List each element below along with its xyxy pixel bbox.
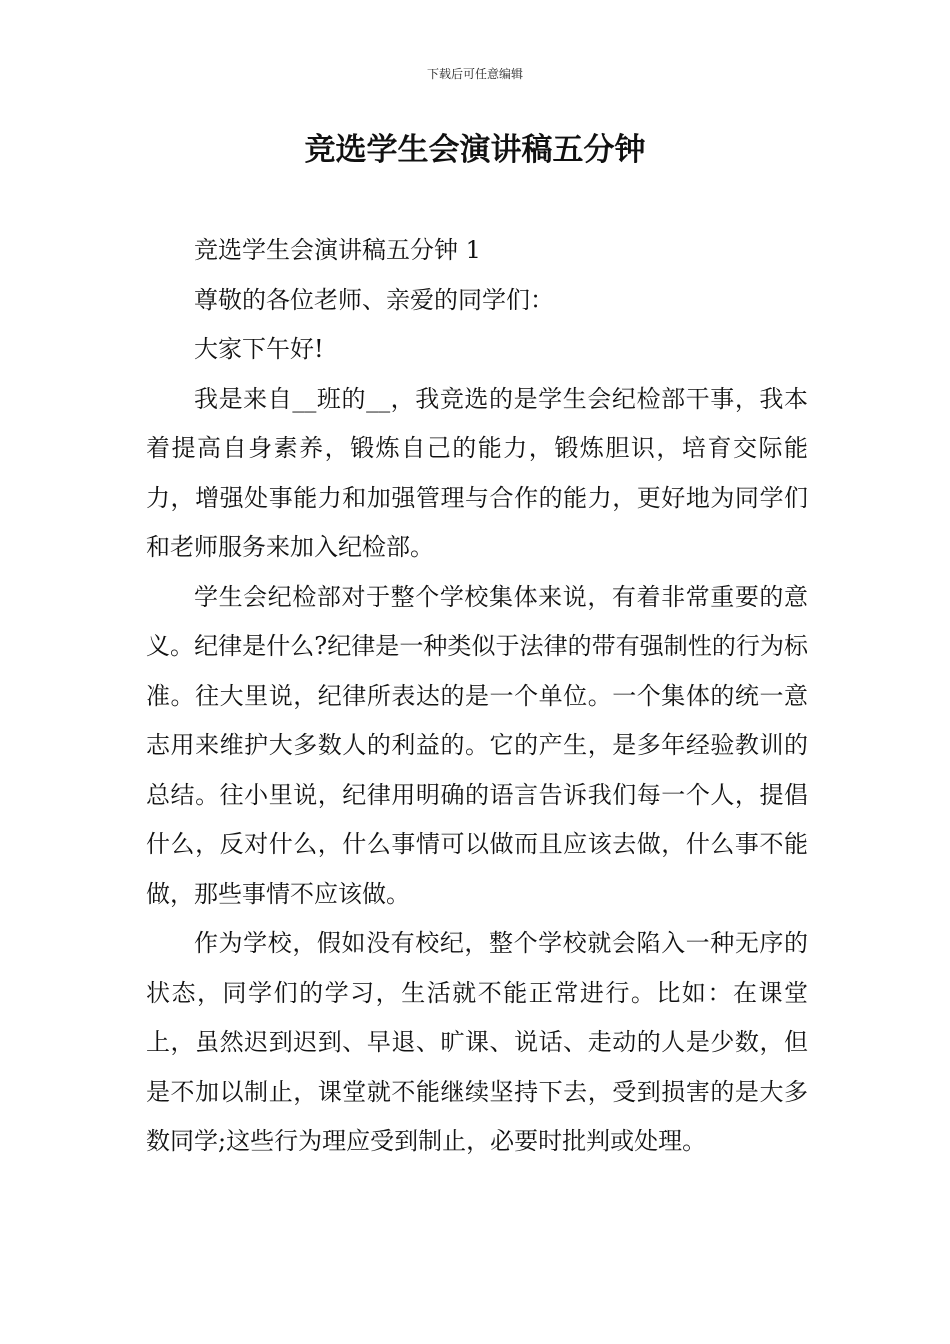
paragraph-school-order: 作为学校，假如没有校纪，整个学校就会陷入一种无序的状态，同学们的学习，生活就不能正常进行。比如：在课堂上，虽然迟到迟到、早退、旷课、说话、走动的人是少数，但是不加以制止，课堂就不能继续坚持下去，受到损害的是大多数同学;这些行为理应受到制止，必要时批判或处理。: [146, 929, 808, 1155]
paragraph-subtitle: 竞选学生会演讲稿五分钟 1: [194, 236, 481, 264]
paragraph-greeting: 大家下午好!: [194, 335, 324, 363]
document-title: 竞选学生会演讲稿五分钟: [304, 132, 646, 168]
header-note: 下载后可任意编辑: [426, 67, 523, 81]
paragraph-salutation: 尊敬的各位老师、亲爱的同学们：: [194, 285, 554, 314]
paragraph-discipline-meaning: 学生会纪检部对于整个学校集体来说，有着非常重要的意义。纪律是什么?纪律是一种类似于法律的带有强制性的行为标准。往大里说，纪律所表达的是一个单位。一个集体的统一意志用来维护大多数人的利益的。它的产生，是多年经验教训的总结。往小里说，纪律用明确的语言告诉我们每一个人，提倡什么，反对什么，什么事情可以做而且应该去做，什么事不能做，那些事情不应该做。: [146, 582, 808, 908]
paragraph-introduction: 我是来自__班的__，我竞选的是学生会纪检部干事，我本着提高自身素养，锻炼自己的能力，锻炼胆识，培育交际能力，增强处事能力和加强管理与合作的能力，更好地为同学们和老师服务来加入纪检部。: [146, 384, 808, 561]
document-body: [146, 226, 808, 1167]
